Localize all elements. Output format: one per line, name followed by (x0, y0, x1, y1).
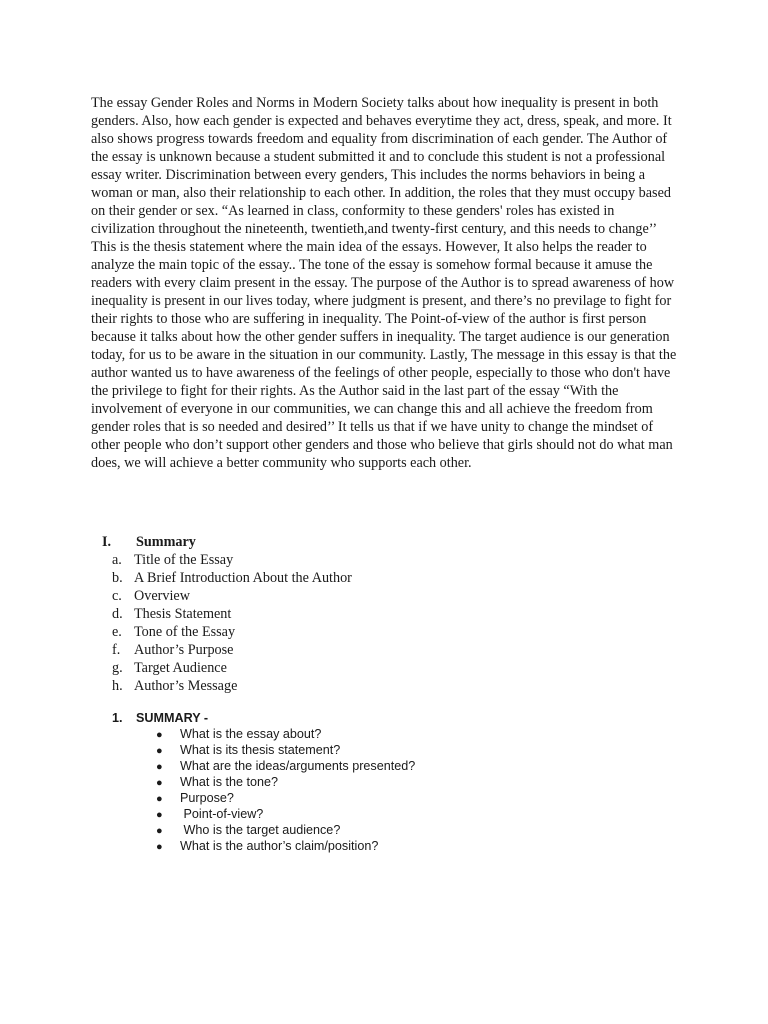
outline-number: I. (102, 534, 112, 550)
question-text: Who is the target audience? (180, 823, 341, 837)
bullet-icon: ● (156, 729, 163, 741)
summary-heading (112, 710, 562, 726)
question-text: What are the ideas/arguments presented? (180, 759, 416, 773)
list-marker: d. (112, 606, 123, 622)
list-item (102, 587, 502, 605)
list-marker: a. (112, 552, 122, 568)
list-item (156, 790, 562, 806)
question-text: What is the essay about? (180, 727, 322, 741)
list-marker: f. (112, 642, 121, 658)
summary-title: SUMMARY - (136, 711, 209, 725)
list-item (102, 551, 502, 569)
bullet-icon: ● (156, 809, 163, 821)
list-marker: g. (112, 660, 123, 676)
list-item-text: A Brief Introduction About the Author (134, 570, 352, 586)
list-item (156, 806, 562, 822)
question-text: What is the author’s claim/position? (180, 839, 379, 853)
question-text: What is the tone? (180, 775, 279, 789)
list-item-text: Author’s Message (134, 678, 238, 694)
essay-paragraph: The essay Gender Roles and Norms in Modern Society talks about how inequality is present in both genders. Also, how each gender is expected and behaves everytime they act, dress, speak, and more. It also shows progress towards freedom and equality from discrimination of each gender. The Author of the essay is unknown because a student submitted it and to conclude this student is not a professional essay writer. Discrimination between every genders, This includes the norms behaviors in being a woman or man, also their relationship to each other. In addition, the roles that they must occupy based on their gender or sex. “As learned in class, conformity to these genders' roles has existed in civilization throughout the nineteenth, twentieth,and twenty-first century, and this needs to change’’ This is the thesis statement where the main idea of the essays. However, It also helps the reader to analyze the main topic of the essay.. The tone of the essay is somehow formal because it amuse the readers with every claim present in the essay. The purpose of the Author is to spread awareness of how inequality is present in our lives today, where judgment is present, and there’s no previlage to fight for their rights to those who are suffering in inequality. The Point-of-view of the author is first person because it talks about how the other gender suffers in inequality. The target audience is our generation today, for us to be aware in the situation in our community. Lastly, The message in this essay is that the author wanted us to have awareness of the feelings of other people, especially to those who don't have the privilege to fight for their rights. As the Author said in the last part of the essay “With the involvement of everyone in our communities, we can change this and all achieve the freedom from gender roles that is so needed and desired’’ It tells us that if we have unity to change the mindset of other people who don’t support other genders and those who believe that girls should not do what man does, we will achieve a better community who supports each other. (91, 95, 677, 471)
question-text: Purpose? (180, 791, 234, 805)
list-item (102, 641, 502, 659)
outline-heading (102, 533, 502, 551)
outline-section (102, 533, 502, 695)
question-text: What is its thesis statement? (180, 743, 341, 757)
list-item (156, 774, 562, 790)
outline-list (102, 551, 502, 695)
list-item (102, 605, 502, 623)
list-marker: c. (112, 588, 122, 604)
list-item (156, 758, 562, 774)
outline-title: Summary (136, 534, 196, 550)
bullet-icon: ● (156, 841, 163, 853)
list-item (156, 838, 562, 854)
list-item-text: Thesis Statement (134, 606, 232, 622)
list-item (102, 659, 502, 677)
list-item (102, 569, 502, 587)
list-item (156, 726, 562, 742)
list-item-text: Overview (134, 588, 190, 604)
question-list (112, 726, 562, 854)
summary-number: 1. (112, 711, 123, 725)
list-marker: b. (112, 570, 123, 586)
bullet-icon: ● (156, 745, 163, 757)
list-marker: e. (112, 624, 122, 640)
bullet-icon: ● (156, 761, 163, 773)
list-item (102, 677, 502, 695)
list-item-text: Tone of the Essay (134, 624, 236, 640)
bullet-icon: ● (156, 825, 163, 837)
list-item-text: Target Audience (134, 660, 227, 676)
bullet-icon: ● (156, 777, 163, 789)
list-marker: h. (112, 678, 123, 694)
summary-section (112, 710, 562, 854)
list-item (156, 742, 562, 758)
list-item (102, 623, 502, 641)
list-item-text: Title of the Essay (134, 552, 234, 568)
list-item-text: Author’s Purpose (134, 642, 234, 658)
question-text: Point-of-view? (180, 807, 264, 821)
list-item (156, 822, 562, 838)
bullet-icon: ● (156, 793, 163, 805)
